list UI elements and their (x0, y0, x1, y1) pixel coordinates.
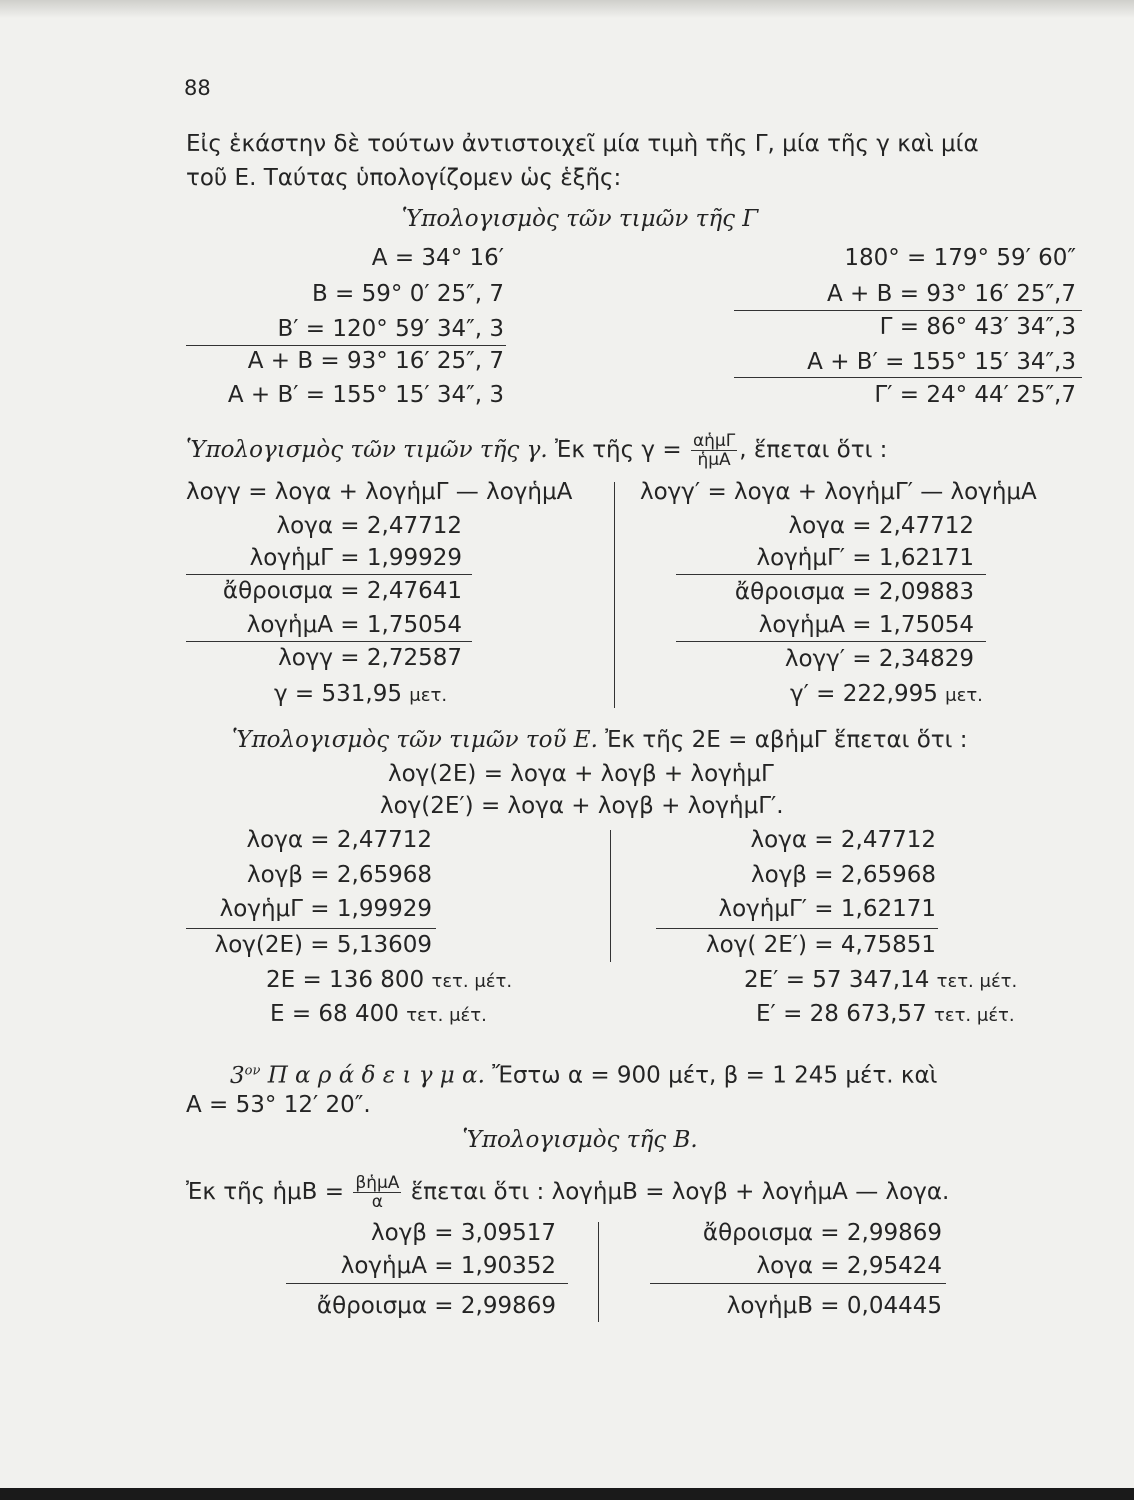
rule (676, 574, 986, 575)
s2-right-6: λογγ′ = 2,34829 (784, 646, 974, 672)
column-divider (610, 830, 611, 962)
s3-right-3: λογἡμΓ′ = 1,62171 (718, 896, 936, 922)
s2-right-gamma: γ′ = 222,995 (790, 681, 938, 707)
s3-right-unit-2: τετ. μέτ. (934, 1005, 1015, 1026)
section-heading-gamma-upper: Ὑπολογισμὸς τῶν τιμῶν τῆς Γ (401, 206, 759, 232)
page-number: 88 (184, 76, 211, 100)
s3-left-unit-1: τετ. μέτ. (431, 971, 513, 992)
s1-right-2: Α + Β = 93° 16′ 25″,7 (827, 281, 1076, 307)
column-divider (598, 1222, 599, 1322)
s3-left-1: λογα = 2,47712 (246, 827, 432, 853)
s1-right-1: 180° = 179° 59′ 60″ (844, 245, 1076, 271)
s3-left-2: λογβ = 2,65968 (247, 862, 432, 888)
rule (656, 928, 938, 929)
s2-right-3: λογἡμΓ′ = 1,62171 (756, 545, 974, 571)
s2-left-3: λογἡμΓ = 1,99929 (249, 545, 462, 571)
s2-heading-italic: Ὑπολογισμὸς τῶν τιμῶν τῆς γ. (186, 437, 548, 463)
s2-left-formula: λογγ = λογα + λογἡμΓ — λογἡμΑ (186, 479, 573, 505)
s3-right-2E: 2Ε′ = 57 347,14 (744, 967, 930, 993)
s3-right-2: λογβ = 2,65968 (751, 862, 936, 888)
example-title: Π α ρ ά δ ε ι γ μ α. (267, 1062, 485, 1089)
section-heading-gamma-lower (186, 432, 887, 469)
s1-right-3: Γ = 86° 43′ 34″,3 (879, 314, 1076, 340)
s2-heading-b: , ἕπεται ὅτι : (739, 437, 888, 463)
s3-left-result-1 (266, 966, 512, 996)
s3-left-E: Ε = 68 400 (270, 1001, 399, 1027)
s2-left-2: λογα = 2,47712 (276, 513, 462, 539)
s3-left-result-2 (270, 1000, 487, 1030)
s2-left-gamma: γ = 531,95 (274, 681, 402, 707)
s1-right-4: Α + Β′ = 155° 15′ 34″,3 (807, 349, 1076, 375)
s3-right-result-1 (744, 966, 1017, 996)
s3-left-3: λογἡμΓ = 1,99929 (219, 896, 432, 922)
s3-equation-1: λογ(2Ε) = λογα + λογβ + λογἡμΓ (388, 761, 774, 787)
s4-fraction (353, 1174, 401, 1211)
s2-left-unit: μετ. (409, 685, 448, 706)
s3-right-E: Ε′ = 28 673,57 (756, 1001, 927, 1027)
rule (286, 1283, 568, 1284)
s3-heading-italic: Ὑπολογισμὸς τῶν τιμῶν τοῦ Ε. (232, 727, 598, 753)
s2-left-5: λογἡμΑ = 1,75054 (246, 612, 462, 638)
s4-left-3: ἄθροισμα = 2,99869 (316, 1293, 556, 1319)
scan-bottom-edge (0, 1488, 1134, 1500)
s3-right-1: λογα = 2,47712 (750, 827, 936, 853)
section-heading-beta: Ὑπολογισμὸς τῆς Β. (462, 1127, 698, 1153)
column-divider (614, 482, 615, 708)
s2-left-6: λογγ = 2,72587 (278, 645, 462, 671)
rule (734, 310, 1082, 311)
s3-right-result-2 (756, 1000, 1015, 1030)
s3-left-2E: 2Ε = 136 800 (266, 967, 425, 993)
intro-line-2: τοῦ Ε. Ταύτας ὑπολογίζομεν ὡς ἑξῆς: (186, 165, 622, 191)
s3-left-unit-2: τετ. μέτ. (406, 1005, 487, 1026)
example-ordinal-number: 3 (230, 1062, 245, 1089)
s1-left-1: Α = 34° 16′ (371, 245, 504, 271)
s2-right-4: ἄθροισμα = 2,09883 (734, 579, 974, 605)
s2-right-unit: μετ. (945, 685, 983, 706)
rule (676, 641, 986, 642)
s2-right-5: λογἡμΑ = 1,75054 (758, 612, 974, 638)
example-text-1: Ἔστω α = 900 μέτ, β = 1 245 μέτ. καὶ (492, 1062, 938, 1089)
s3-heading-rest: Ἐκ τῆς 2Ε = αβἡμΓ ἕπεται ὅτι : (605, 727, 968, 753)
scan-top-edge (0, 0, 1134, 18)
s4-right-3: λογἡμΒ = 0,04445 (726, 1293, 942, 1319)
example-3-line-1 (230, 1057, 937, 1090)
s3-equation-2: λογ(2Ε′) = λογα + λογβ + λογἡμΓ′. (380, 793, 784, 819)
example-text-2: Α = 53° 12′ 20″. (186, 1092, 371, 1118)
example-ordinal-suffix: ον (244, 1063, 261, 1078)
s2-frac-den: ἡμΑ (697, 450, 731, 470)
rule (186, 928, 436, 929)
s1-left-5: Α + Β′ = 155° 15′ 34″, 3 (227, 382, 504, 408)
s3-right-unit-1: τετ. μέτ. (936, 971, 1018, 992)
s4-frac-num: βἡμΑ (355, 1173, 400, 1193)
s2-right-2: λογα = 2,47712 (788, 513, 974, 539)
s4-formula-a: Ἐκ τῆς ἡμΒ = (186, 1179, 345, 1205)
s1-left-4: Α + Β = 93° 16′ 25″, 7 (247, 348, 504, 374)
s4-left-2: λογἡμΑ = 1,90352 (340, 1253, 556, 1279)
s2-frac-num: αἡμΓ (692, 431, 736, 451)
s2-left-4: ἄθροισμα = 2,47641 (222, 578, 462, 604)
rule (186, 574, 472, 575)
intro-line-1: Εἰς ἑκάστην δὲ τούτων ἀντιστοιχεῖ μία τιμὴ τῆς Γ, μία τῆς γ καὶ μία (186, 131, 979, 157)
s1-right-5: Γ′ = 24° 44′ 25″,7 (874, 382, 1076, 408)
section-heading-area (232, 726, 967, 754)
s2-right-formula: λογγ′ = λογα + λογἡμΓ′ — λογἡμΑ (640, 479, 1037, 505)
s4-right-2: λογα = 2,95424 (756, 1253, 942, 1279)
s2-left-result (274, 680, 447, 710)
s4-formula (186, 1174, 949, 1211)
s2-heading-a: Ἐκ τῆς γ = (554, 437, 682, 463)
s2-right-result (790, 680, 983, 710)
s1-left-2: Β = 59° 0′ 25″, 7 (311, 281, 504, 307)
s4-frac-den: α (371, 1192, 383, 1212)
rule (734, 377, 1082, 378)
s4-formula-b: ἕπεται ὅτι : λογἡμΒ = λογβ + λογἡμΑ — λογα. (410, 1179, 950, 1205)
s4-left-1: λογβ = 3,09517 (371, 1220, 556, 1246)
s4-right-1: ἄθροισμα = 2,99869 (702, 1220, 942, 1246)
s1-left-3: Β′ = 120° 59′ 34″, 3 (277, 316, 504, 342)
s3-left-4: λογ(2Ε) = 5,13609 (214, 932, 432, 958)
rule (650, 1283, 946, 1284)
rule (186, 641, 472, 642)
s3-right-4: λογ( 2Ε′) = 4,75851 (706, 932, 936, 958)
s2-fraction (691, 432, 737, 469)
rule (186, 345, 506, 346)
example-ordinal (230, 1063, 260, 1089)
